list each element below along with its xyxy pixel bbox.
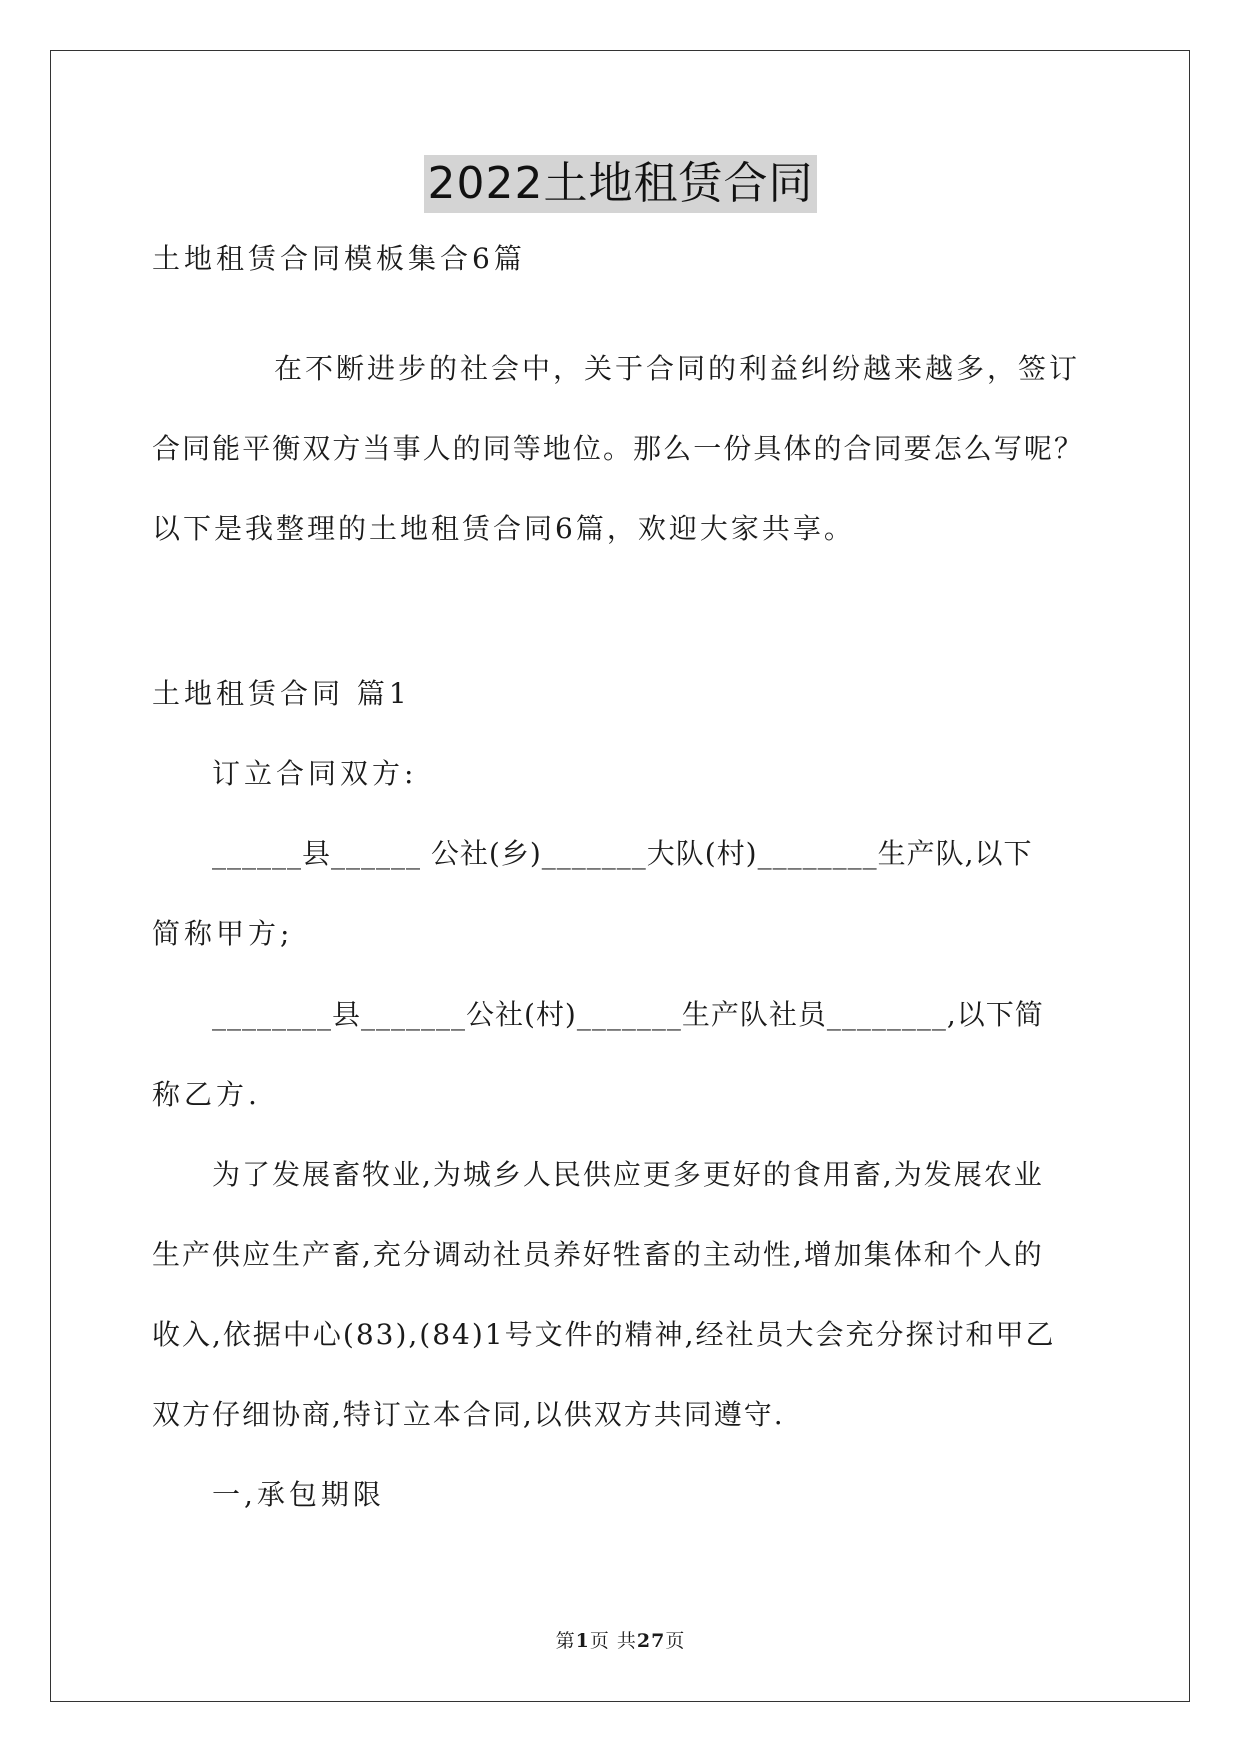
- footer-total-pages: 27: [636, 1630, 666, 1652]
- footer-page-number: 1: [575, 1630, 590, 1652]
- footer-suffix: 页: [665, 1630, 686, 1652]
- footer-prefix: 第: [555, 1630, 576, 1652]
- intro-line-1: 在不断进步的社会中，关于合同的利益纠纷越来越多，签订: [274, 352, 1081, 385]
- purpose-line-2: 生产供应生产畜,充分调动社员养好牲畜的主动性,增加集体和个人的: [152, 1238, 1044, 1271]
- party-b-line-2: 称乙方.: [152, 1078, 261, 1111]
- party-a-line-1: ______县______ 公社(乡)_______大队(村)________生产队,以下: [212, 837, 1033, 870]
- section-heading: 土地租赁合同 篇1: [152, 677, 411, 710]
- purpose-line-1: 为了发展畜牧业,为城乡人民供应更多更好的食用畜,为发展农业: [212, 1158, 1044, 1191]
- footer-mid: 页 共: [589, 1630, 637, 1652]
- parties-label: 订立合同双方:: [212, 757, 418, 790]
- document-title: 2022土地租赁合同: [424, 155, 818, 213]
- purpose-line-4: 双方仔细协商,特订立本合同,以供双方共同遵守.: [152, 1398, 785, 1431]
- purpose-line-3: 收入,依据中心(83),(84)1号文件的精神,经社员大会充分探讨和甲乙: [152, 1318, 1056, 1351]
- party-a-line-2: 简称甲方;: [152, 917, 294, 950]
- document-subtitle: 土地租赁合同模板集合6篇: [152, 242, 526, 275]
- intro-line-3: 以下是我整理的土地租赁合同6篇，欢迎大家共享。: [152, 512, 855, 545]
- intro-line-2: 合同能平衡双方当事人的同等地位。那么一份具体的合同要怎么写呢？: [152, 432, 1084, 465]
- party-b-line-1: ________县_______公社(村)_______生产队社员________,以下简: [212, 998, 1044, 1031]
- page-footer: [0, 1626, 1241, 1653]
- clause-1-heading: 一,承包期限: [212, 1478, 385, 1511]
- page-border: [50, 50, 1190, 1702]
- title-container: [0, 155, 1241, 213]
